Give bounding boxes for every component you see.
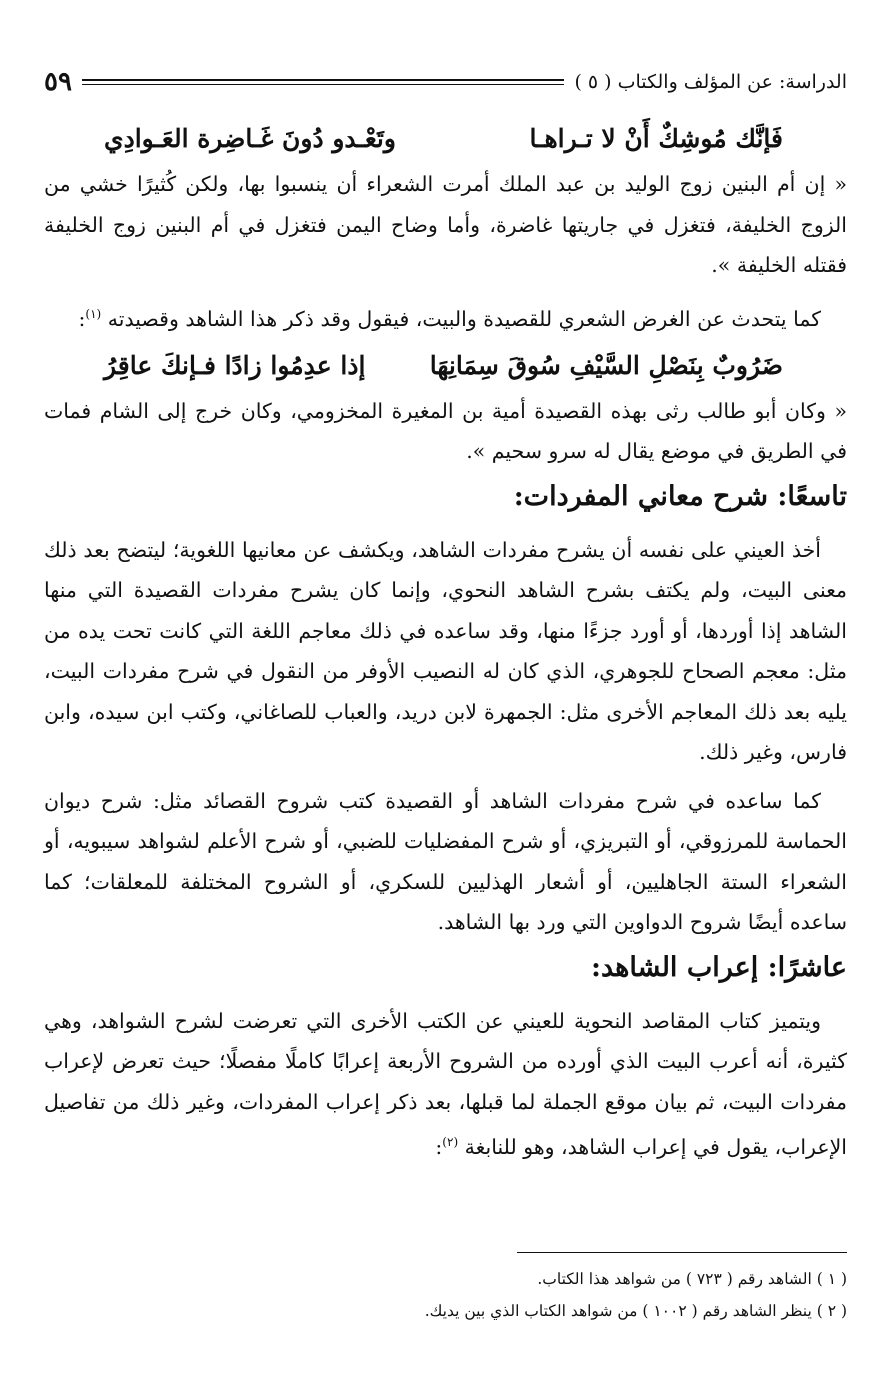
verse-1 — [44, 116, 847, 162]
header-rule — [82, 79, 565, 85]
paragraph-1: « إن أم البنين زوج الوليد بن عبد الملك أمرت الشعراء أن ينسبوا بها، ولكن كُثيرًا خشي من الزوج الخليفة، فتغزل في جاريتها غاضرة، وأما وضاح اليمن فتغزل في أم البنين زوج الخليفة فقتله الخليفة ». — [44, 172, 847, 277]
running-header — [44, 62, 847, 102]
paragraph-6-colon: : — [435, 1135, 443, 1160]
verse-2 — [44, 343, 847, 389]
paragraph-2-text: كما يتحدث عن الغرض الشعري للقصيدة والبيت، فيقول وقد ذكر هذا الشاهد وقصيدته — [107, 306, 821, 331]
footnotes — [44, 1252, 847, 1327]
header-title: الدراسة: عن المؤلف والكتاب ( ٥ ) — [574, 71, 847, 93]
footnote-rule — [517, 1252, 847, 1253]
verse-1-second-hemistich: وتَعْـدو دُونَ غَـاضِرة العَـوادِي — [104, 124, 396, 153]
footnote-2: ( ٢ ) ينظر الشاهد رقم ( ١٠٠٢ ) من شواهد الكتاب الذي بين يديك. — [424, 1302, 847, 1320]
footnote-ref-2: (٢) — [442, 1135, 459, 1150]
paragraph-3: « وكان أبو طالب رثى بهذه القصيدة أمية بن المغيرة المخزومي، وكان خرج إلى الشام فمات في الطريق في موضع يقال له سرو سحيم ». — [44, 398, 847, 464]
footnote-1: ( ١ ) الشاهد رقم ( ٧٢٣ ) من شواهد هذا الكتاب. — [537, 1270, 847, 1288]
footnote-ref-1: (١) — [85, 306, 102, 321]
verse-1-first-hemistich: فَإنَّك مُوشِكٌ أَنْ لا تـراهـا — [529, 124, 783, 153]
section-heading-10: عاشرًا: إعراب الشاهد: — [591, 951, 847, 983]
verse-2-second-hemistich: إذا عدِمُوا زادًا فـإنكَ عاقِرُ — [104, 350, 366, 380]
paragraph-5: كما ساعده في شرح مفردات الشاهد أو القصيدة كتب شروح القصائد مثل: شرح ديوان الحماسة للمرزوقي، أو التبريزي، أو شرح المفضليات للضبي، أو شرح الأعلم لشواهد سيبويه، أو الشعراء الستة الجاهليين، أو أشعار الهذليين للسكري، أو الشروح المختلفة للمعلقات؛ كما ساعده أيضًا شروح الدواوين التي ورد بها الشاهد. — [44, 788, 847, 935]
page-number: ٥٩ — [44, 67, 72, 97]
paragraph-4: أخذ العيني على نفسه أن يشرح مفردات الشاهد، ويكشف عن معانيها اللغوية؛ ليتضح بعد ذلك معنى البيت، ولم يكتف بشرح الشاهد النحوي، وإنما كان يشرح مفردات القصيدة التي منها الشاهد إذا أوردها، أو أورد جزءًا منها، وقد ساعده في ذلك معاجم اللغة التي كانت تحت يده من مثل: معجم الصحاح للجوهري، الذي كان له النصيب الأوفر من النقول في شرح مفردات البيت، يليه بعد ذلك المعاجم الأخرى مثل: الجمهرة لابن دريد، والعباب للصاغاني، وكتب ابن سيده، وابن فارس، وغير ذلك. — [44, 537, 847, 765]
paragraph-6 — [44, 1001, 847, 1168]
verse-2-first-hemistich: ضَرُوبٌ بِنَصْلِ السَّيْفِ سُوقَ سِمَانِهَا — [429, 350, 783, 380]
paragraph-2-colon: : — [78, 306, 86, 331]
paragraph-2 — [44, 294, 847, 339]
paragraph-6-text: ويتميز كتاب المقاصد النحوية للعيني عن الكتب الأخرى التي تعرضت لشرح الشواهد، وهي كثيرة، أنه أعرب البيت الذي أورده من الشروح الأربعة إعرابًا كاملًا مفصلًا؛ حيث تعرض لإعراب مفردات البيت، ثم بيان موقع الجملة لما قبلها، بعد ذكر إعراب المفردات، وغير ذلك من تفاصيل الإعراب، يقول في إعراب الشاهد، وهو للنابغة — [44, 1008, 847, 1160]
section-heading-9: تاسعًا: شرح معاني المفردات: — [513, 480, 847, 512]
